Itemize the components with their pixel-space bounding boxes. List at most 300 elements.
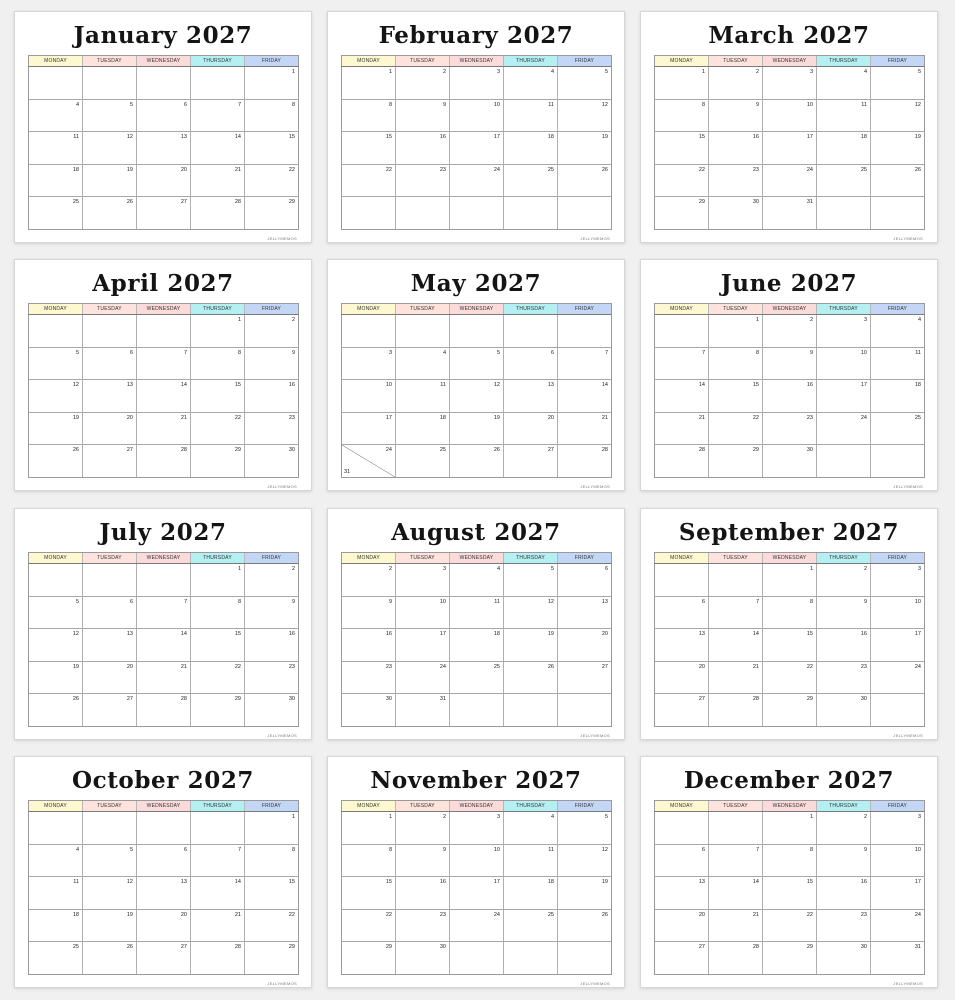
day-cell[interactable] <box>29 132 83 164</box>
day-cell[interactable] <box>871 942 924 974</box>
day-cell[interactable] <box>396 413 450 445</box>
day-cell[interactable] <box>29 413 83 445</box>
day-cell[interactable] <box>137 132 191 164</box>
day-cell[interactable] <box>763 165 817 197</box>
day-cell[interactable] <box>191 597 245 629</box>
day-cell[interactable] <box>450 942 504 974</box>
day-cell[interactable] <box>763 445 817 477</box>
day-cell[interactable] <box>245 67 298 99</box>
day-cell[interactable] <box>655 812 709 844</box>
day-cell[interactable] <box>817 877 871 909</box>
day-cell[interactable] <box>29 315 83 347</box>
day-cell[interactable] <box>342 413 396 445</box>
day-cell[interactable] <box>450 910 504 942</box>
day-cell[interactable] <box>655 877 709 909</box>
day-cell[interactable] <box>450 662 504 694</box>
day-cell[interactable] <box>191 877 245 909</box>
day-cell[interactable] <box>558 132 611 164</box>
day-cell[interactable] <box>504 629 558 661</box>
day-cell[interactable] <box>558 348 611 380</box>
day-cell[interactable] <box>817 597 871 629</box>
day-cell[interactable] <box>709 597 763 629</box>
day-cell[interactable] <box>504 564 558 596</box>
day-cell[interactable] <box>871 67 924 99</box>
day-cell[interactable] <box>558 564 611 596</box>
day-cell[interactable] <box>709 380 763 412</box>
day-cell[interactable] <box>709 845 763 877</box>
day-cell[interactable] <box>763 910 817 942</box>
day-cell[interactable] <box>191 348 245 380</box>
day-cell[interactable] <box>342 67 396 99</box>
day-cell[interactable] <box>558 413 611 445</box>
day-cell[interactable] <box>83 812 137 844</box>
day-cell[interactable] <box>450 315 504 347</box>
day-cell[interactable] <box>817 165 871 197</box>
day-cell[interactable] <box>137 877 191 909</box>
day-cell[interactable] <box>29 877 83 909</box>
day-cell[interactable] <box>709 100 763 132</box>
day-cell[interactable] <box>450 348 504 380</box>
day-cell[interactable] <box>137 380 191 412</box>
day-cell[interactable] <box>655 597 709 629</box>
day-cell[interactable] <box>709 132 763 164</box>
day-cell[interactable] <box>245 348 298 380</box>
day-cell[interactable] <box>817 132 871 164</box>
day-cell[interactable] <box>763 845 817 877</box>
day-cell[interactable] <box>504 597 558 629</box>
day-cell[interactable] <box>817 812 871 844</box>
day-cell[interactable] <box>137 413 191 445</box>
day-cell[interactable] <box>396 348 450 380</box>
day-cell[interactable] <box>709 812 763 844</box>
day-cell[interactable] <box>191 197 245 229</box>
day-cell[interactable] <box>83 445 137 477</box>
day-cell[interactable] <box>29 100 83 132</box>
day-cell[interactable] <box>83 910 137 942</box>
day-cell[interactable] <box>450 197 504 229</box>
day-cell[interactable] <box>871 100 924 132</box>
day-cell[interactable] <box>709 629 763 661</box>
day-cell[interactable] <box>191 445 245 477</box>
day-cell[interactable] <box>137 165 191 197</box>
day-cell[interactable] <box>245 100 298 132</box>
day-cell[interactable] <box>763 564 817 596</box>
day-cell[interactable] <box>709 67 763 99</box>
day-cell[interactable] <box>29 348 83 380</box>
day-cell[interactable] <box>655 445 709 477</box>
day-cell[interactable] <box>763 380 817 412</box>
day-cell[interactable] <box>83 67 137 99</box>
day-cell[interactable] <box>342 315 396 347</box>
day-cell[interactable] <box>709 942 763 974</box>
day-cell[interactable] <box>558 165 611 197</box>
day-cell[interactable] <box>83 845 137 877</box>
day-cell[interactable] <box>342 100 396 132</box>
day-cell[interactable] <box>450 694 504 726</box>
day-cell[interactable] <box>504 197 558 229</box>
day-cell[interactable] <box>245 877 298 909</box>
day-cell[interactable] <box>763 597 817 629</box>
day-cell[interactable] <box>763 877 817 909</box>
day-cell[interactable] <box>504 445 558 477</box>
day-cell[interactable] <box>83 564 137 596</box>
day-cell[interactable] <box>504 315 558 347</box>
day-cell[interactable] <box>817 197 871 229</box>
day-cell[interactable] <box>558 942 611 974</box>
day-cell[interactable] <box>655 942 709 974</box>
day-cell[interactable] <box>137 348 191 380</box>
day-cell[interactable] <box>29 380 83 412</box>
day-cell[interactable] <box>245 694 298 726</box>
day-cell[interactable] <box>342 132 396 164</box>
day-cell[interactable] <box>450 67 504 99</box>
day-cell[interactable] <box>558 100 611 132</box>
day-cell[interactable] <box>558 812 611 844</box>
day-cell[interactable] <box>871 662 924 694</box>
day-cell[interactable] <box>817 348 871 380</box>
day-cell[interactable] <box>29 662 83 694</box>
day-cell[interactable] <box>763 67 817 99</box>
day-cell[interactable] <box>396 662 450 694</box>
day-cell[interactable] <box>29 165 83 197</box>
day-cell[interactable] <box>655 564 709 596</box>
day-cell[interactable] <box>342 942 396 974</box>
day-cell[interactable] <box>83 942 137 974</box>
day-cell[interactable] <box>450 597 504 629</box>
day-cell[interactable] <box>655 845 709 877</box>
day-cell[interactable] <box>396 165 450 197</box>
day-cell[interactable] <box>450 380 504 412</box>
day-cell[interactable] <box>245 197 298 229</box>
day-cell[interactable] <box>817 445 871 477</box>
day-cell[interactable] <box>763 132 817 164</box>
day-cell[interactable] <box>396 694 450 726</box>
day-cell[interactable] <box>655 413 709 445</box>
day-cell[interactable] <box>504 694 558 726</box>
day-cell[interactable] <box>655 694 709 726</box>
day-cell[interactable] <box>763 413 817 445</box>
day-cell[interactable] <box>817 67 871 99</box>
day-cell[interactable] <box>396 315 450 347</box>
day-cell[interactable] <box>504 910 558 942</box>
day-cell[interactable] <box>191 942 245 974</box>
day-cell[interactable] <box>558 910 611 942</box>
day-cell[interactable] <box>342 445 396 477</box>
day-cell[interactable] <box>655 380 709 412</box>
day-cell[interactable] <box>137 942 191 974</box>
day-cell[interactable] <box>245 315 298 347</box>
day-cell[interactable] <box>29 445 83 477</box>
day-cell[interactable] <box>83 413 137 445</box>
day-cell[interactable] <box>396 812 450 844</box>
day-cell[interactable] <box>29 812 83 844</box>
day-cell[interactable] <box>504 845 558 877</box>
day-cell[interactable] <box>504 348 558 380</box>
day-cell[interactable] <box>709 662 763 694</box>
day-cell[interactable] <box>29 67 83 99</box>
day-cell[interactable] <box>558 67 611 99</box>
day-cell[interactable] <box>245 380 298 412</box>
day-cell[interactable] <box>83 315 137 347</box>
day-cell[interactable] <box>245 845 298 877</box>
day-cell[interactable] <box>83 380 137 412</box>
day-cell[interactable] <box>817 564 871 596</box>
day-cell[interactable] <box>871 380 924 412</box>
day-cell[interactable] <box>137 315 191 347</box>
day-cell[interactable] <box>396 910 450 942</box>
day-cell[interactable] <box>817 845 871 877</box>
day-cell[interactable] <box>817 413 871 445</box>
day-cell[interactable] <box>655 132 709 164</box>
day-cell[interactable] <box>655 165 709 197</box>
day-cell[interactable] <box>191 564 245 596</box>
day-cell[interactable] <box>817 315 871 347</box>
day-cell[interactable] <box>191 845 245 877</box>
day-cell[interactable] <box>504 165 558 197</box>
day-cell[interactable] <box>655 197 709 229</box>
day-cell[interactable] <box>871 910 924 942</box>
day-cell[interactable] <box>655 629 709 661</box>
day-cell[interactable] <box>83 100 137 132</box>
day-cell[interactable] <box>709 877 763 909</box>
day-cell[interactable] <box>450 165 504 197</box>
day-cell[interactable] <box>191 662 245 694</box>
day-cell[interactable] <box>29 197 83 229</box>
day-cell[interactable] <box>655 100 709 132</box>
day-cell[interactable] <box>342 165 396 197</box>
day-cell[interactable] <box>396 100 450 132</box>
day-cell[interactable] <box>709 315 763 347</box>
day-cell[interactable] <box>342 812 396 844</box>
day-cell[interactable] <box>558 662 611 694</box>
day-cell[interactable] <box>137 564 191 596</box>
day-cell[interactable] <box>504 67 558 99</box>
day-cell[interactable] <box>396 629 450 661</box>
day-cell[interactable] <box>137 662 191 694</box>
day-cell[interactable] <box>871 197 924 229</box>
day-cell[interactable] <box>396 67 450 99</box>
day-cell[interactable] <box>396 380 450 412</box>
day-cell[interactable] <box>342 629 396 661</box>
day-cell[interactable] <box>450 132 504 164</box>
day-cell[interactable] <box>245 910 298 942</box>
day-cell[interactable] <box>137 812 191 844</box>
day-cell[interactable] <box>83 132 137 164</box>
day-cell[interactable] <box>655 67 709 99</box>
day-cell[interactable] <box>871 877 924 909</box>
day-cell[interactable] <box>137 67 191 99</box>
day-cell[interactable] <box>450 100 504 132</box>
day-cell[interactable] <box>709 564 763 596</box>
day-cell[interactable] <box>558 597 611 629</box>
day-cell[interactable] <box>655 662 709 694</box>
day-cell[interactable] <box>817 662 871 694</box>
day-cell[interactable] <box>191 100 245 132</box>
day-cell[interactable] <box>709 694 763 726</box>
day-cell[interactable] <box>871 564 924 596</box>
day-cell[interactable] <box>245 942 298 974</box>
day-cell[interactable] <box>191 629 245 661</box>
day-cell[interactable] <box>817 629 871 661</box>
day-cell[interactable] <box>871 132 924 164</box>
day-cell[interactable] <box>191 315 245 347</box>
day-cell[interactable] <box>245 445 298 477</box>
day-cell[interactable] <box>83 877 137 909</box>
day-cell[interactable] <box>558 694 611 726</box>
day-cell[interactable] <box>763 100 817 132</box>
day-cell[interactable] <box>342 564 396 596</box>
day-cell[interactable] <box>871 315 924 347</box>
day-cell[interactable] <box>763 197 817 229</box>
day-cell[interactable] <box>342 197 396 229</box>
day-cell[interactable] <box>871 413 924 445</box>
day-cell[interactable] <box>137 694 191 726</box>
day-cell[interactable] <box>709 197 763 229</box>
day-cell[interactable] <box>342 597 396 629</box>
day-cell[interactable] <box>137 445 191 477</box>
day-cell[interactable] <box>450 877 504 909</box>
day-cell[interactable] <box>396 877 450 909</box>
day-cell[interactable] <box>137 910 191 942</box>
day-cell[interactable] <box>29 845 83 877</box>
day-cell[interactable] <box>83 597 137 629</box>
day-cell[interactable] <box>191 694 245 726</box>
day-cell[interactable] <box>342 694 396 726</box>
day-cell[interactable] <box>558 197 611 229</box>
day-cell[interactable] <box>871 597 924 629</box>
day-cell[interactable] <box>29 629 83 661</box>
day-cell[interactable] <box>504 100 558 132</box>
day-cell[interactable] <box>137 100 191 132</box>
day-cell[interactable] <box>817 100 871 132</box>
day-cell[interactable] <box>763 694 817 726</box>
day-cell[interactable] <box>191 812 245 844</box>
day-cell[interactable] <box>29 910 83 942</box>
day-cell[interactable] <box>763 348 817 380</box>
day-cell[interactable] <box>558 380 611 412</box>
day-cell[interactable] <box>871 629 924 661</box>
day-cell[interactable] <box>29 942 83 974</box>
day-cell[interactable] <box>817 694 871 726</box>
day-cell[interactable] <box>558 445 611 477</box>
day-cell[interactable] <box>817 910 871 942</box>
day-cell[interactable] <box>191 413 245 445</box>
day-cell[interactable] <box>504 380 558 412</box>
day-cell[interactable] <box>558 877 611 909</box>
day-cell[interactable] <box>504 413 558 445</box>
day-cell[interactable] <box>191 67 245 99</box>
day-cell[interactable] <box>137 197 191 229</box>
day-cell[interactable] <box>871 165 924 197</box>
day-cell[interactable] <box>83 629 137 661</box>
day-cell[interactable] <box>29 694 83 726</box>
day-cell[interactable] <box>191 380 245 412</box>
day-cell[interactable] <box>817 380 871 412</box>
day-cell[interactable] <box>245 132 298 164</box>
day-cell[interactable] <box>137 845 191 877</box>
day-cell[interactable] <box>655 910 709 942</box>
day-cell[interactable] <box>342 380 396 412</box>
day-cell[interactable] <box>871 445 924 477</box>
day-cell[interactable] <box>342 662 396 694</box>
day-cell[interactable] <box>396 564 450 596</box>
day-cell[interactable] <box>763 942 817 974</box>
day-cell[interactable] <box>763 315 817 347</box>
day-cell[interactable] <box>342 910 396 942</box>
day-cell[interactable] <box>245 812 298 844</box>
day-cell[interactable] <box>450 845 504 877</box>
day-cell[interactable] <box>558 315 611 347</box>
day-cell[interactable] <box>29 597 83 629</box>
day-cell[interactable] <box>245 564 298 596</box>
day-cell[interactable] <box>137 597 191 629</box>
day-cell[interactable] <box>245 165 298 197</box>
day-cell[interactable] <box>558 845 611 877</box>
day-cell[interactable] <box>871 845 924 877</box>
day-cell[interactable] <box>709 165 763 197</box>
day-cell[interactable] <box>504 132 558 164</box>
day-cell[interactable] <box>709 348 763 380</box>
day-cell[interactable] <box>191 165 245 197</box>
day-cell[interactable] <box>450 812 504 844</box>
day-cell[interactable] <box>191 910 245 942</box>
day-cell[interactable] <box>871 348 924 380</box>
day-cell[interactable] <box>450 564 504 596</box>
day-cell[interactable] <box>245 662 298 694</box>
day-cell[interactable] <box>709 910 763 942</box>
day-cell[interactable] <box>709 445 763 477</box>
day-cell[interactable] <box>655 348 709 380</box>
day-cell[interactable] <box>396 197 450 229</box>
day-cell[interactable] <box>763 629 817 661</box>
day-cell[interactable] <box>191 132 245 164</box>
day-cell[interactable] <box>245 597 298 629</box>
day-cell[interactable] <box>763 812 817 844</box>
day-cell[interactable] <box>504 662 558 694</box>
day-cell[interactable] <box>245 629 298 661</box>
day-cell[interactable] <box>396 597 450 629</box>
day-cell[interactable] <box>396 132 450 164</box>
day-cell[interactable] <box>450 445 504 477</box>
day-cell[interactable] <box>396 445 450 477</box>
day-cell[interactable] <box>83 165 137 197</box>
day-cell[interactable] <box>342 877 396 909</box>
day-cell[interactable] <box>83 662 137 694</box>
day-cell[interactable] <box>504 877 558 909</box>
day-cell[interactable] <box>396 942 450 974</box>
day-cell[interactable] <box>450 413 504 445</box>
day-cell[interactable] <box>342 845 396 877</box>
day-cell[interactable] <box>245 413 298 445</box>
day-cell[interactable] <box>871 694 924 726</box>
day-cell[interactable] <box>871 812 924 844</box>
day-cell[interactable] <box>342 348 396 380</box>
day-cell[interactable] <box>504 812 558 844</box>
day-cell[interactable] <box>558 629 611 661</box>
day-cell[interactable] <box>655 315 709 347</box>
day-cell[interactable] <box>504 942 558 974</box>
day-cell[interactable] <box>817 942 871 974</box>
day-cell[interactable] <box>450 629 504 661</box>
day-cell[interactable] <box>396 845 450 877</box>
day-cell[interactable] <box>83 197 137 229</box>
day-cell[interactable] <box>763 662 817 694</box>
day-cell[interactable] <box>83 348 137 380</box>
day-cell[interactable] <box>83 694 137 726</box>
day-cell[interactable] <box>137 629 191 661</box>
day-cell[interactable] <box>709 413 763 445</box>
day-cell[interactable] <box>29 564 83 596</box>
